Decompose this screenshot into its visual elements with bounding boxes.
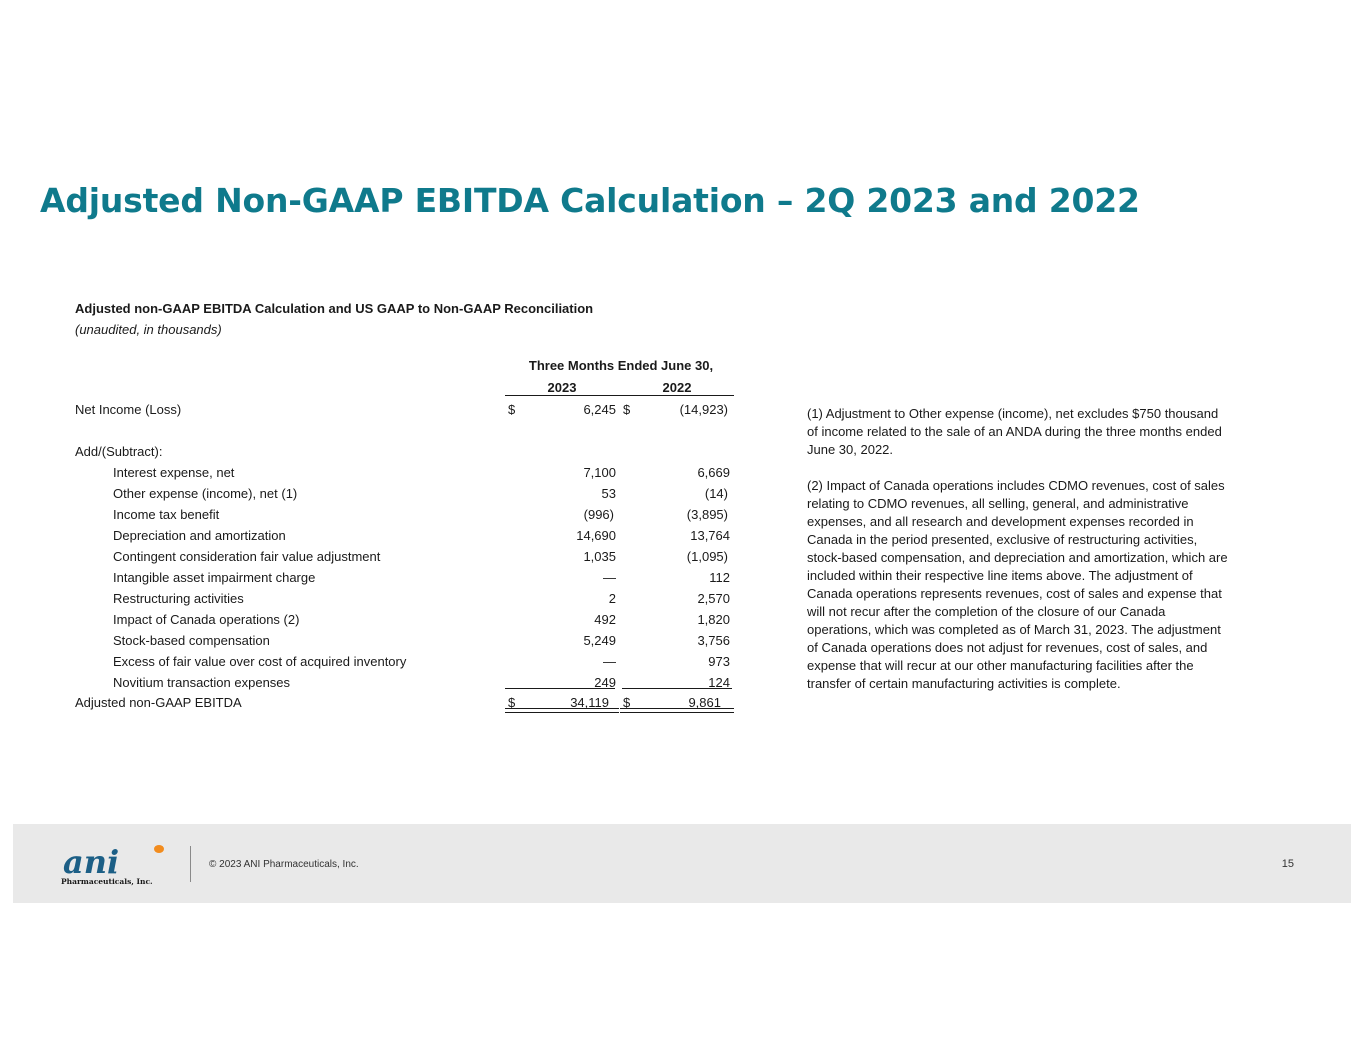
row-label: Stock-based compensation	[113, 633, 270, 648]
table-row	[0, 653, 760, 674]
table-row	[0, 569, 760, 590]
period-header: Three Months Ended June 30,	[528, 358, 714, 373]
table-row	[0, 611, 760, 632]
value-2022: 112	[709, 570, 730, 585]
footer-bar	[13, 824, 1351, 903]
table-row	[0, 464, 760, 485]
currency-symbol: $	[508, 695, 516, 710]
footnote-2: (2) Impact of Canada operations includes CDMO revenues, cost of sales relating to CDMO revenues, all selling, general, and administrative expenses, and all research and development expenses recorded in Canada in the period presented, exclusive of restructuring activities, stock-based compensation, and depreciation and amortization, which are included within their respective line items above. The adjustment of Canada operations represents revenues, cost of sales and expense that will not recur after the completion of the closure of our Canada operations, which was completed as of March 31, 2023. The adjustment of Canada operations does not adjust for revenues, cost of sales, and expense that will recur at our other manufacturing facilities after the transfer of certain manufacturing activities is complete.	[807, 478, 1228, 691]
value-2022: 124	[708, 675, 730, 690]
row-label: Other expense (income), net (1)	[113, 486, 298, 501]
row-label: Intangible asset impairment charge	[113, 570, 316, 585]
value-2023: 492	[594, 612, 616, 627]
logo-wordmark: ani	[63, 844, 120, 881]
value-2023: 1,035	[583, 549, 616, 564]
row-label: Novitium transaction expenses	[113, 675, 291, 690]
column-header-2022: 2022	[662, 380, 692, 395]
table-subheading: (unaudited, in thousands)	[75, 322, 222, 337]
value-2022: (14)	[704, 486, 728, 501]
page-number: 15	[1281, 858, 1294, 870]
value-2023: —	[603, 570, 616, 585]
header-rule	[505, 395, 734, 396]
value-2022: 2,570	[697, 591, 730, 606]
value-2023: 7,100	[583, 465, 616, 480]
slide-title: Adjusted Non-GAAP EBITDA Calculation – 2Q 2023 and 2022	[40, 181, 1140, 220]
value-2022: 9,861	[688, 695, 721, 710]
currency-symbol: $	[623, 402, 631, 417]
table-row	[0, 674, 760, 695]
value-2023: 34,119	[570, 695, 609, 710]
footnote-1: (1) Adjustment to Other expense (income), net excludes $750 thousand of income related to the sale of an ANDA during the three months ended June 30, 2022.	[807, 406, 1222, 457]
value-2022: (3,895)	[686, 507, 728, 522]
row-label: Net Income (Loss)	[75, 402, 182, 417]
row-label: Interest expense, net	[113, 465, 235, 480]
value-2023: 53	[601, 486, 616, 501]
table-row	[0, 548, 760, 569]
copyright-text: © 2023 ANI Pharmaceuticals, Inc.	[209, 859, 359, 870]
value-2023: 6,245	[583, 402, 616, 417]
value-2023: —	[603, 654, 616, 669]
value-2022: 6,669	[697, 465, 730, 480]
total-double-rule	[620, 708, 734, 713]
value-2022: (1,095)	[686, 549, 728, 564]
column-header-2023: 2023	[547, 380, 577, 395]
row-label: Excess of fair value over cost of acquired inventory	[113, 654, 407, 669]
table-row	[0, 485, 760, 506]
value-2023: 249	[594, 675, 616, 690]
table-row	[0, 590, 760, 611]
subtotal-rule	[622, 688, 732, 689]
row-label: Contingent consideration fair value adjustment	[113, 549, 381, 564]
ani-logo	[61, 844, 173, 888]
logo-subtext: Pharmaceuticals, Inc.	[61, 877, 153, 886]
currency-symbol: $	[508, 402, 516, 417]
row-label: Add/(Subtract):	[75, 444, 163, 459]
currency-symbol: $	[623, 695, 631, 710]
total-double-rule	[505, 708, 619, 713]
table-row	[0, 506, 760, 527]
footnotes	[807, 405, 1232, 711]
value-2022: 3,756	[697, 633, 730, 648]
value-2022: 973	[708, 654, 730, 669]
value-2022: 1,820	[697, 612, 730, 627]
value-2023: 14,690	[576, 528, 616, 543]
value-2022: 13,764	[690, 528, 730, 543]
value-2022: (14,923)	[679, 402, 728, 417]
table-row	[0, 401, 760, 422]
logo-dot	[154, 845, 164, 853]
row-label: Impact of Canada operations (2)	[113, 612, 300, 627]
table-row	[0, 632, 760, 653]
table-row	[0, 527, 760, 548]
table-heading: Adjusted non-GAAP EBITDA Calculation and US GAAP to Non-GAAP Reconciliation	[75, 301, 594, 316]
footer-divider	[190, 846, 191, 882]
row-label: Adjusted non-GAAP EBITDA	[75, 695, 242, 710]
table-row	[0, 443, 760, 464]
row-label: Income tax benefit	[113, 507, 220, 522]
value-2023: 2	[608, 591, 616, 606]
value-2023: (996)	[583, 507, 614, 522]
row-label: Depreciation and amortization	[113, 528, 286, 543]
row-label: Restructuring activities	[113, 591, 244, 606]
subtotal-rule	[505, 688, 615, 689]
value-2023: 5,249	[583, 633, 616, 648]
